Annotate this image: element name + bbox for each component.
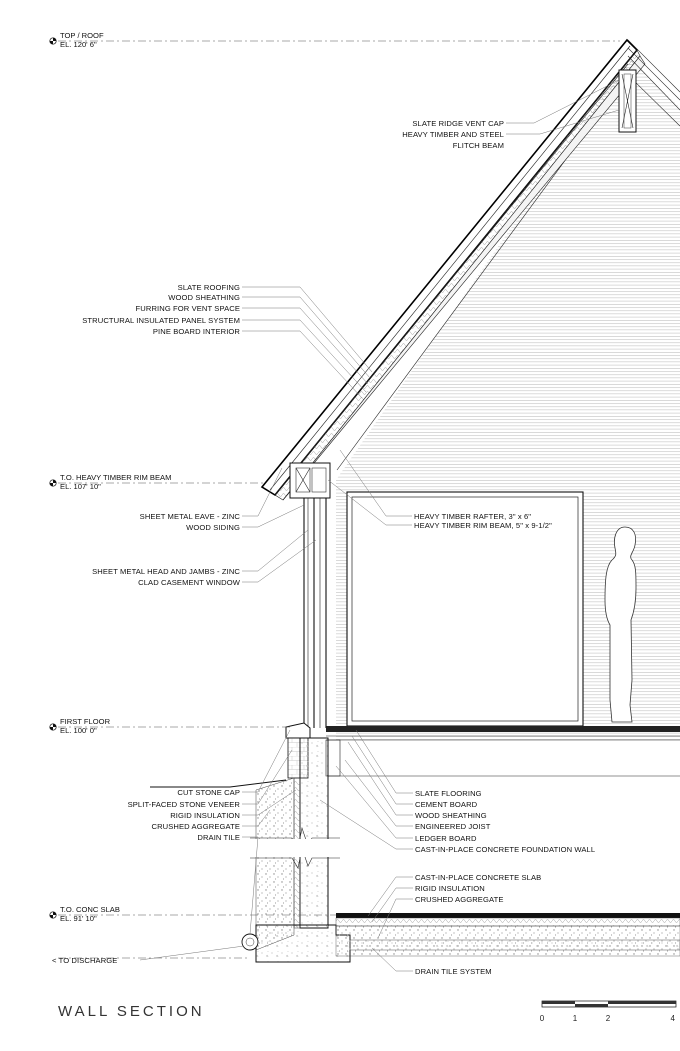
- callout-rigid-insulation-left: RIGID INSULATION: [170, 811, 240, 820]
- callout-sheet-metal-eave: SHEET METAL EAVE - ZINC: [139, 512, 240, 521]
- callout-to-discharge: < TO DISCHARGE: [52, 956, 118, 965]
- callout-slab-right: [415, 873, 541, 904]
- callout-concrete-slab: CAST-IN-PLACE CONCRETE SLAB: [415, 873, 542, 882]
- callout-stone-veneer: SPLIT-FACED STONE VENEER: [127, 800, 240, 809]
- callout-head-jambs: SHEET METAL HEAD AND JAMBS - ZINC: [92, 567, 240, 576]
- grade-line: [150, 780, 286, 787]
- callout-pine-board: PINE BOARD INTERIOR: [152, 327, 240, 336]
- level-floor-elev: EL. 100' 0": [60, 726, 97, 735]
- level-slab-elev: EL. 91' 10": [60, 914, 97, 923]
- scale-bar: [540, 1001, 676, 1023]
- callout-drain-tile: DRAIN TILE: [197, 833, 240, 842]
- callout-foundation-wall: CAST-IN-PLACE CONCRETE FOUNDATION WALL: [415, 845, 596, 854]
- callout-heavy-rafter: HEAVY TIMBER RAFTER, 3" x 6": [414, 512, 532, 521]
- level-floor-name: FIRST FLOOR: [60, 717, 111, 726]
- callout-sips: STRUCTURAL INSULATED PANEL SYSTEM: [82, 316, 240, 325]
- callout-slate-flooring: SLATE FLOORING: [415, 789, 482, 798]
- callout-engineered-joist: ENGINEERED JOIST: [415, 822, 491, 831]
- scale-tick-0: 0: [539, 1014, 545, 1023]
- callout-cut-stone-cap: CUT STONE CAP: [177, 788, 240, 797]
- callout-window: [92, 567, 241, 587]
- callout-flitch-2: FLITCH BEAM: [452, 141, 504, 150]
- callout-rim-beam: HEAVY TIMBER RIM BEAM, 5" x 9-1/2": [414, 521, 552, 530]
- callout-floor-right: [415, 789, 595, 854]
- scale-tick-4: 4: [670, 1014, 675, 1023]
- callout-ridge-vent: SLATE RIDGE VENT CAP: [412, 119, 504, 128]
- drawing-title: WALL SECTION: [58, 1003, 205, 1020]
- rim-beam: [290, 463, 330, 498]
- scale-tick-1: 1: [572, 1014, 578, 1023]
- callout-crushed-aggregate-left: CRUSHED AGGREGATE: [151, 822, 240, 831]
- callout-slate-roofing: SLATE ROOFING: [177, 283, 240, 292]
- level-rim-name: T.O. HEAVY TIMBER RIM BEAM: [60, 473, 172, 482]
- level-roof-name: TOP / ROOF: [60, 31, 104, 40]
- level-roof-elev: EL. 120' 6": [60, 40, 97, 49]
- callout-wood-sheathing-floor: WOOD SHEATHING: [415, 811, 487, 820]
- callout-wood-siding: WOOD SIDING: [186, 523, 240, 532]
- callout-furring: FURRING FOR VENT SPACE: [135, 304, 240, 313]
- callout-cement-board: CEMENT BOARD: [415, 800, 478, 809]
- slab: [336, 913, 680, 956]
- callout-flitch-1: HEAVY TIMBER AND STEEL: [402, 130, 504, 139]
- level-slab-name: T.O. CONC SLAB: [60, 905, 120, 914]
- callout-crushed-aggregate-slab: CRUSHED AGGREGATE: [415, 895, 504, 904]
- callout-roof: [82, 283, 240, 336]
- callout-wood-sheathing: WOOD SHEATHING: [168, 293, 240, 302]
- level-markers: [50, 38, 56, 918]
- scale-tick-2: 2: [605, 1014, 611, 1023]
- exterior-wall: [304, 498, 326, 728]
- foundation: [242, 723, 350, 962]
- callout-ledger-board: LEDGER BOARD: [415, 834, 477, 843]
- callout-casement: CLAD CASEMENT WINDOW: [138, 578, 240, 587]
- callout-eave: [140, 512, 241, 532]
- callout-ridge: [402, 119, 504, 150]
- callout-rigid-insulation-slab: RIGID INSULATION: [415, 884, 485, 893]
- callout-drain-tile-system: DRAIN TILE SYSTEM: [415, 967, 492, 976]
- ridge-flitch-beam: [619, 70, 636, 132]
- callout-foundation-left: [128, 788, 241, 842]
- level-rim-elev: EL. 107' 10": [60, 482, 101, 491]
